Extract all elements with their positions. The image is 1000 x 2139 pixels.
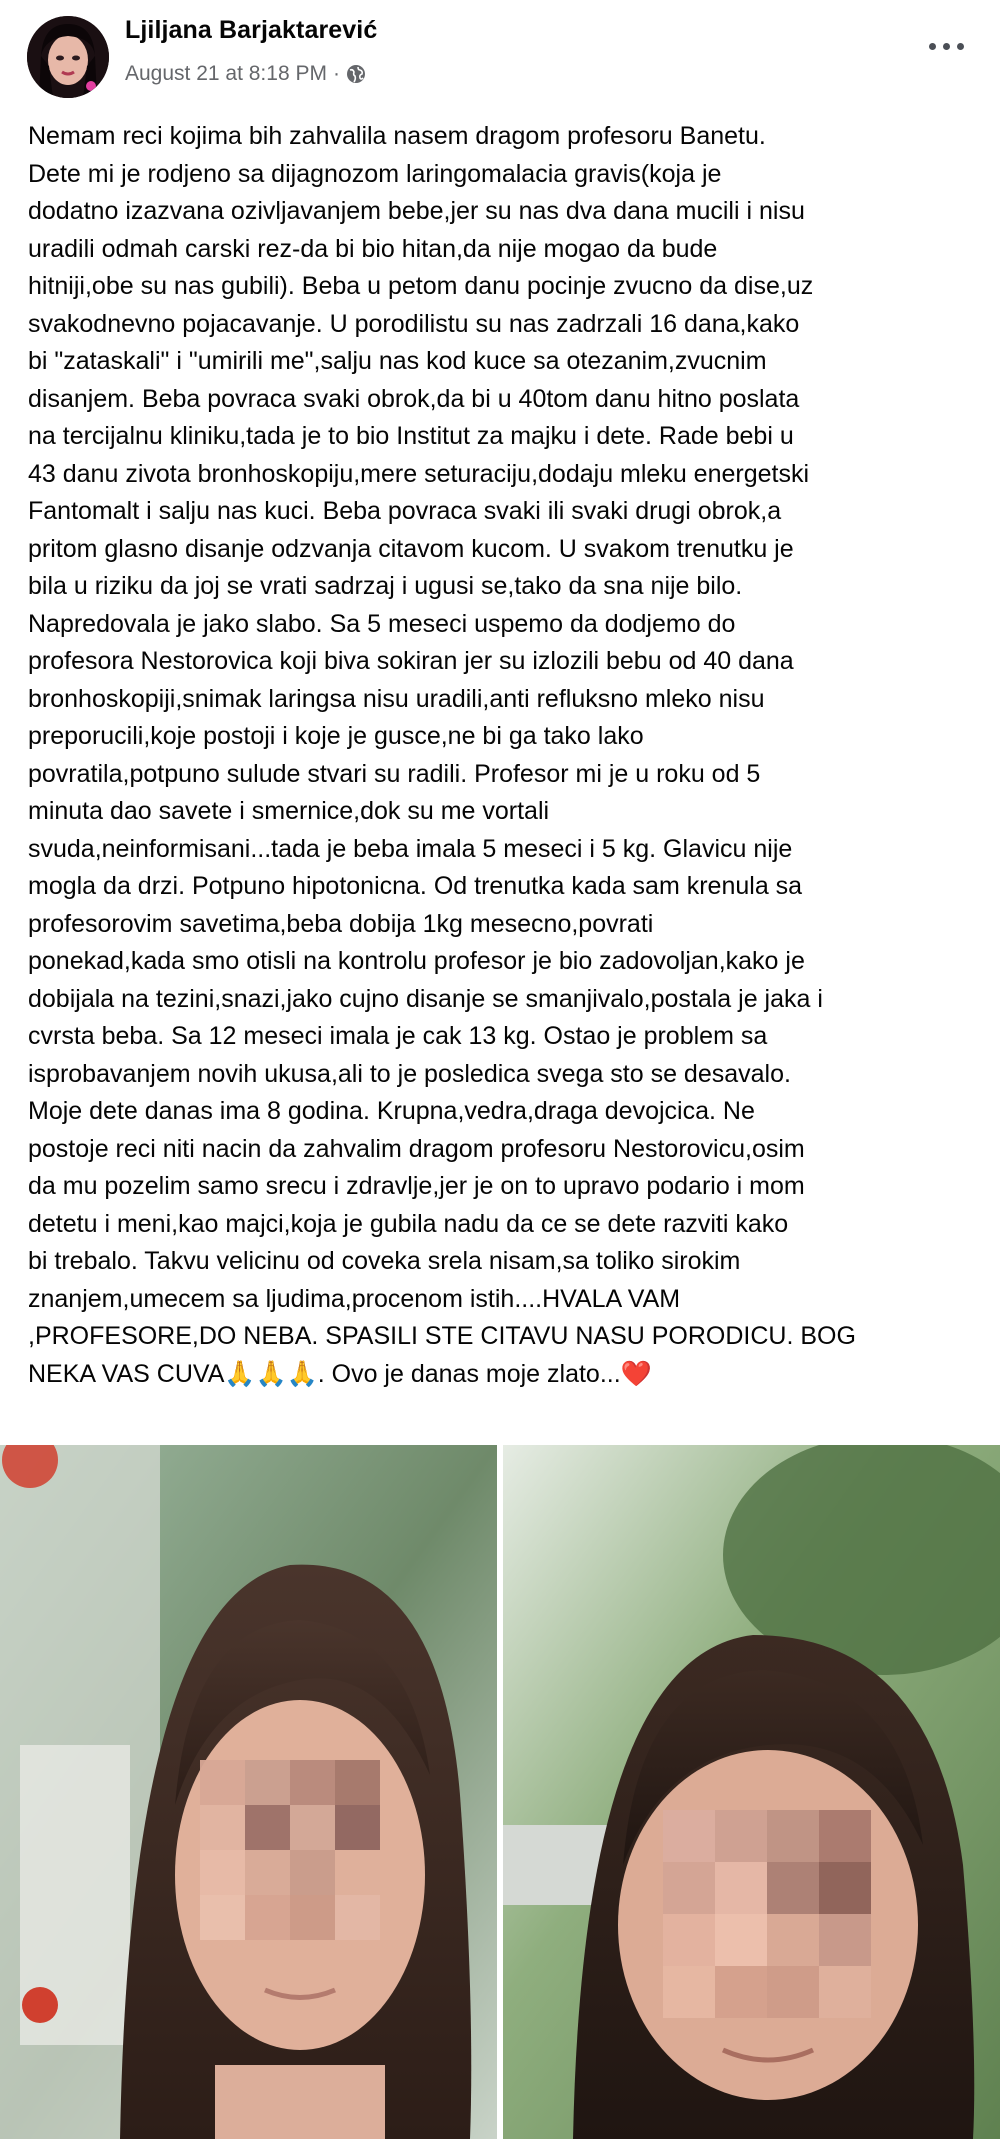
dot: [943, 43, 950, 50]
post-text: Nemam reci kojima bih zahvalila nasem dragom profesoru Banetu. Dete mi je rodjeno sa dijagnozom laringomalacia gravis(koja je dodatno izazvana ozivljavanjem bebe,jer su nas dva dana mucili i nisu uradili odmah carski rez-da bi bio hitan,da nije mogao da bude hitniji,obe su nas gubili). Beba u petom danu pocinje zvucno da dise,uz svakodnevno pojacavanje. U porodilistu su nas zadrzali 16 dana,kako bi "zataskali" i "umirili me",salju nas kod kuce sa otezanim,zvucnim disanjem. Beba povraca svaki obrok,da bi u 40tom danu hitno poslata na tercijalnu kliniku,tada je to bio Institut za majku i dete. Rade bebi u 43 danu zivota bronhoskopiju,mere seturaciju,dodaju mleku energetski Fantomalt i salju nas kuci. Beba povraca svaki ili svaki drugi obrok,a pritom glasno disanje odzvanja citavom kucom. U svakom trenutku je bila u riziku da joj se vrati sadrzaj i ugusi se,tako da sna nije bilo. Napredovala je jako slabo. Sa 5 meseci uspemo da dodjemo do profesora Nestorovica koji biva sokiran jer su izlozili bebu od 40 dana bronhoskopiji,snimak laringsa nisu uradili,anti refluksno mleko nisu preporucili,koje postoji i koje je gusce,ne bi ga tako lako povratila,potpuno sulude stvari su radili. Profesor mi je u roku od 5 minuta dao savete i smernice,dok su me vortali svuda,neinformisani...tada je beba imala 5 meseci i 5 kg. Glavicu nije mogla da drzi. Potpuno hipotonicna. Od trenutka kada sam krenula sa profesorovim savetima,beba dobija 1kg mesecno,povrati ponekad,kada smo otisli na kontrolu profesor je bio zadovoljan,kako je dobijala na tezini,snazi,jako cujno disanje se smanjivalo,postala je jaka i cvrsta beba. Sa 12 meseci imala je cak 13 kg. Ostao je problem sa isprobavanjem novih ukusa,ali to je posledica svega sto se desavalo. Moje dete danas ima 8 godina. Krupna,vedra,draga devojcica. Ne postoje reci niti nacin da zahvalim dragom profesoru Nestorovicu,osim da mu pozelim samo srecu i zdravlje,jer je on to upravo podario i mom detetu i meni,kao majci,koja je gubila nadu da ce se dete razviti kako bi trebalo. Takvu velicinu od coveka srela nisam,sa toliko sirokim znanjem,umecem sa ljudima,procenom istih....HVALA VAM ,PROFESORE,DO NEBA. SPASILI STE CITAVU NASU PORODICU. BOG NEKA VAS CUVA🙏🙏🙏. Ovo je danas moje zlato...❤️: [28, 122, 856, 1388]
post-meta: [125, 62, 366, 86]
author-avatar[interactable]: [27, 16, 109, 98]
photo-left[interactable]: [0, 1445, 497, 2139]
post-header: [0, 0, 1000, 110]
meta-separator: ·: [332, 62, 340, 85]
globe-icon[interactable]: [346, 64, 366, 84]
timestamp[interactable]: August 21 at 8:18 PM: [125, 62, 327, 85]
more-options-icon[interactable]: [926, 36, 966, 56]
photo-right[interactable]: [503, 1445, 1000, 2139]
dot: [957, 43, 964, 50]
photo-gallery: [0, 1445, 1000, 2139]
dot: [929, 43, 936, 50]
author-name[interactable]: Ljiljana Barjaktarević: [125, 16, 378, 44]
